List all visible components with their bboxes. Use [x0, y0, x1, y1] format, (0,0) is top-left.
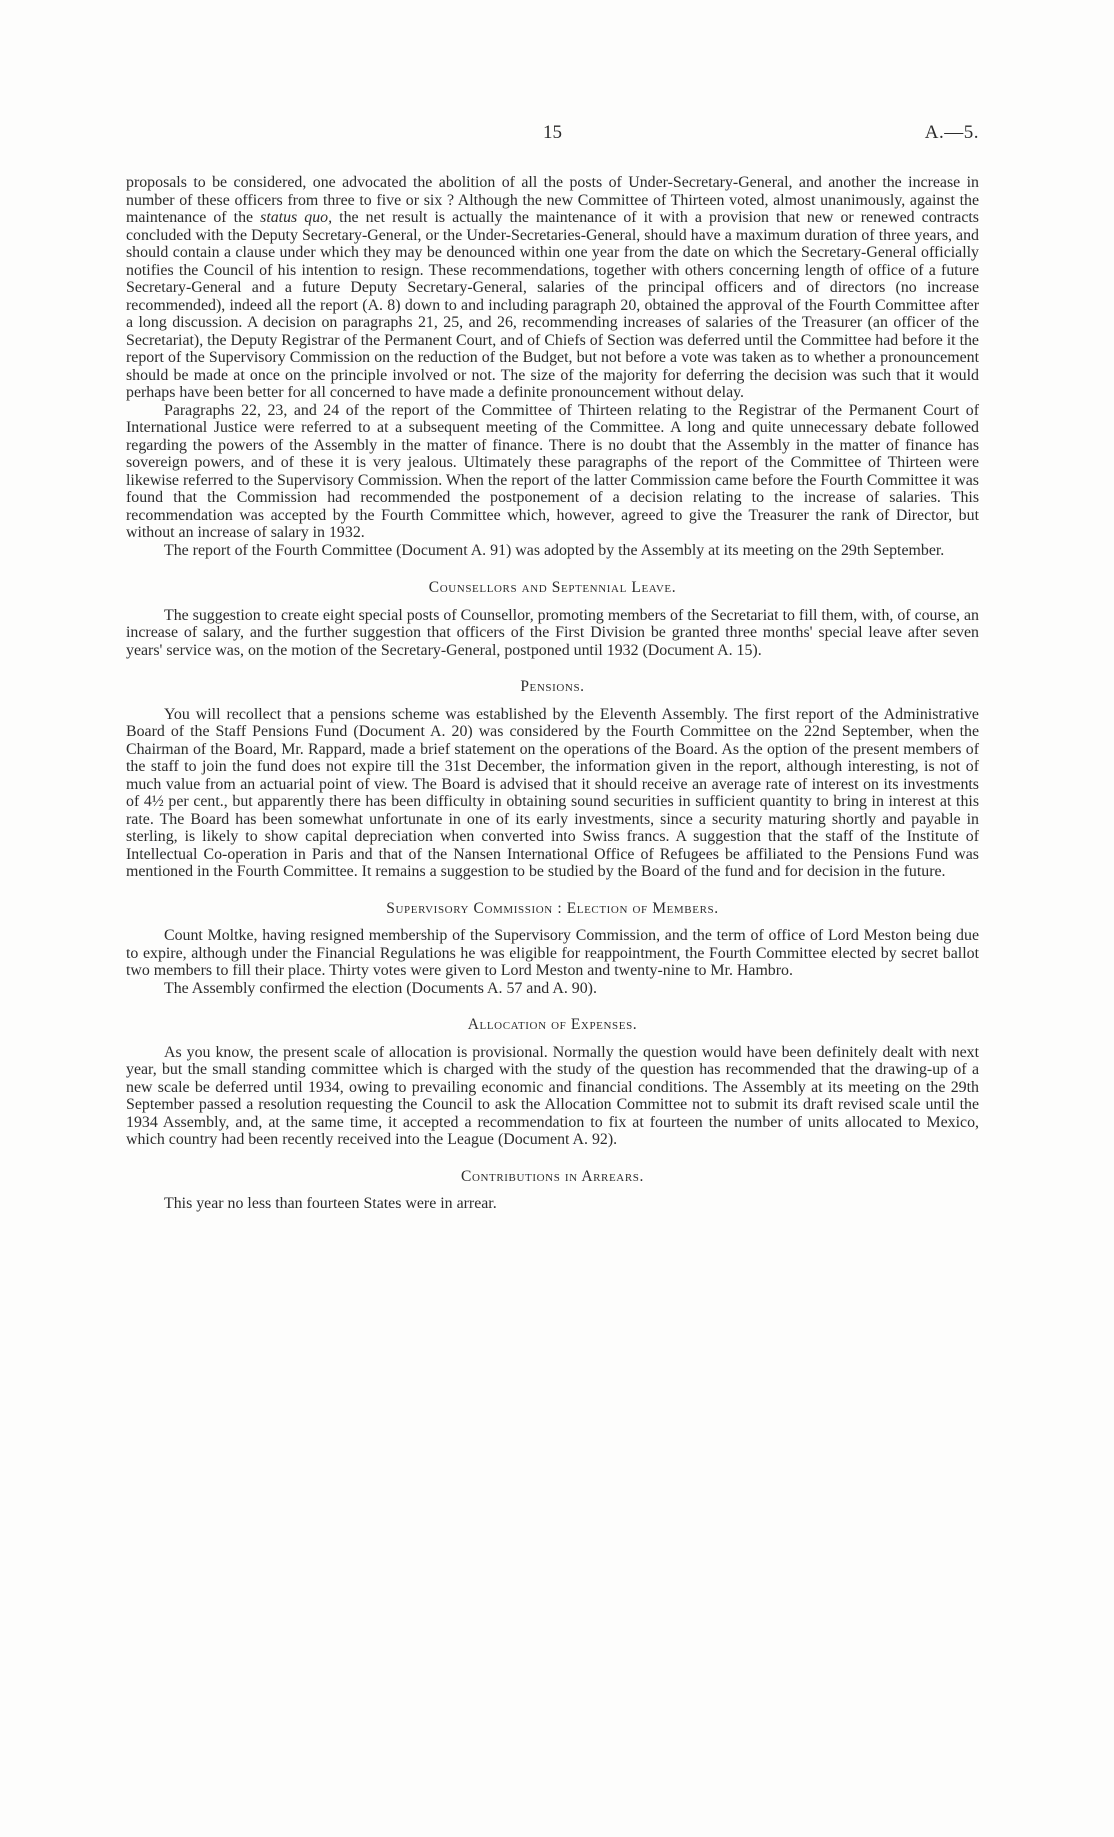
- paragraph: Count Moltke, having resigned membership of the Supervisory Commission, and the term of office of Lord Meston being due to expire, although under the Financial Regulations he was eligible for reappointment, the Fourth Committee elected by secret ballot two members to fill their place. Thirty votes were given to Lord Meston and twenty-nine to Mr. Hambro.: [126, 927, 979, 979]
- paragraph: As you know, the present scale of allocation is provisional. Normally the question would have been definitely dealt with next year, but the small standing committee which is charged with the study of the question has recommended that the drawing-up of a new scale be deferred until 1934, owing to prevailing economic and financial conditions. The Assembly at its meeting on the 29th September passed a resolution requesting the Council to ask the Allocation Committee not to submit its draft revised scale until the 1934 Assembly, and, at the same time, it accepted a recommendation to fix at fourteen the number of units allocated to Mexico, which country had been recently received into the League (Document A. 92).: [126, 1043, 979, 1148]
- section-heading-counsellors: Counsellors and Septennial Leave.: [428, 579, 677, 596]
- paragraph-text: proposals to be considered, one advocated the abolition of all the posts of Under-Secretary-General, and another the increase in number of these officers from three to five or six ? Although the new Committee of Thirteen voted, almost unanimously, against the maintenance of the: [126, 174, 979, 226]
- section-heading-supervisory: Supervisory Commission : Election of Members.: [386, 899, 719, 917]
- paragraph: This year no less than fourteen States were in arrear.: [164, 1195, 497, 1212]
- paragraph: [126, 174, 979, 402]
- paragraph-text: per cent., but apparently there has been difficulty in obtaining sound securities in sufficient quantity to bring in interest at this rate. The Board has been somewhat unfortunate in one of its early investments, since a security maturing shortly and payable in sterling, is likely to show capital depreciation when converted into Swiss francs. A suggestion that the staff of the Institute of Intellectual Co-operation in Paris and that of the Nansen International Office of Refugees be affiliated to the Pensions Fund was mentioned in the Fourth Committee. It remains a suggestion to be studied by the Board of the fund and for decision in the future.: [126, 793, 979, 880]
- paragraph: [126, 706, 979, 881]
- paragraph: The report of the Fourth Committee (Document A. 91) was adopted by the Assembly at its meeting on the 29th September.: [164, 541, 945, 559]
- paragraph-text: You will recollect that a pensions scheme was established by the Eleventh Assembly. The first report of the Administrative Board of the Staff Pensions Fund (Document A. 20) was considered by the Fourth Committee on the 22nd September, when the Chairman of the Board, Mr. Rappard, made a brief statement on the operations of the Board. As the option of the present members of the staff to join the fund does not expire till the 31st December, the information given in the report, although interesting, is not of much value from an actuarial point of view. The Board is advised that it should receive an average rate of interest on its investments of 4: [126, 705, 979, 810]
- page-number: 15: [543, 122, 562, 143]
- paragraph: The suggestion to create eight special posts of Counsellor, promoting members of the Secretariat to fill them, with, of course, an increase of salary, and the further suggestion that officers of the First Division be granted three months' special leave after seven years' service was, on the motion of the Secretary-General, postponed until 1932 (Document A. 15).: [126, 606, 979, 659]
- paragraph: Paragraphs 22, 23, and 24 of the report of the Committee of Thirteen relating to the Registrar of the Permanent Court of International Justice were referred to at a subsequent meeting of the Committee. A long and quite unnecessary debate followed regarding the powers of the Assembly in the matter of finance. There is no doubt that the Assembly in the matter of finance has sovereign powers, and of these it is very jealous. Ultimately these paragraphs of the report of the Committee of Thirteen were likewise referred to the Supervisory Commission. When the report of the latter Commission came before the Fourth Committee it was found that the Commission had recommended the postponement of a decision relating to the increase of salaries. This recommendation was accepted by the Fourth Committee which, however, agreed to give the Treasurer the rank of Director, but without an increase of salary in 1932.: [126, 401, 979, 541]
- document-reference: A.—5.: [924, 122, 979, 143]
- page-header: [126, 122, 979, 148]
- fraction: ½: [151, 793, 164, 810]
- paragraph: The Assembly confirmed the election (Documents A. 57 and A. 90).: [164, 979, 597, 997]
- section-heading-allocation: Allocation of Expenses.: [467, 1016, 638, 1033]
- paragraph-text: the net result is actually the maintenance of it with a provision that new or renewed contracts concluded with the Deputy Secretary-General, or the Under-Secretaries-General, should have a maximum duration of three years, and should contain a clause under which they may be denounced within one year from the date on which the Secretary-General officially notifies the Council of his intention to resign. These recommendations, together with others concerning length of office of a future Secretary-General and a future Deputy Secretary-General, salaries of the principal officers and of directors (no increase recommended), indeed all the report (A. 8) down to and including paragraph 20, obtained the approval of the Fourth Committee after a long discussion. A decision on paragraphs 21, 25, and 26, recommending increases of salaries of the Treasurer (an officer of the Secretariat), the Deputy Registrar of the Permanent Court, and of Chiefs of Section was deferred until the Committee had before it the report of the Supervisory Commission on the reduction of the Budget, but not before a vote was taken as to whether a pronouncement should be made at once on the principle involved or not. The size of the majority for deferring the decision was such that it would perhaps have been better for all concerned to have made a definite pronouncement without delay.: [126, 209, 979, 401]
- italic-term: status quo,: [260, 209, 333, 226]
- page-body: [126, 174, 979, 1213]
- section-heading-arrears: Contributions in Arrears.: [461, 1167, 644, 1185]
- section-heading-pensions: Pensions.: [520, 678, 585, 695]
